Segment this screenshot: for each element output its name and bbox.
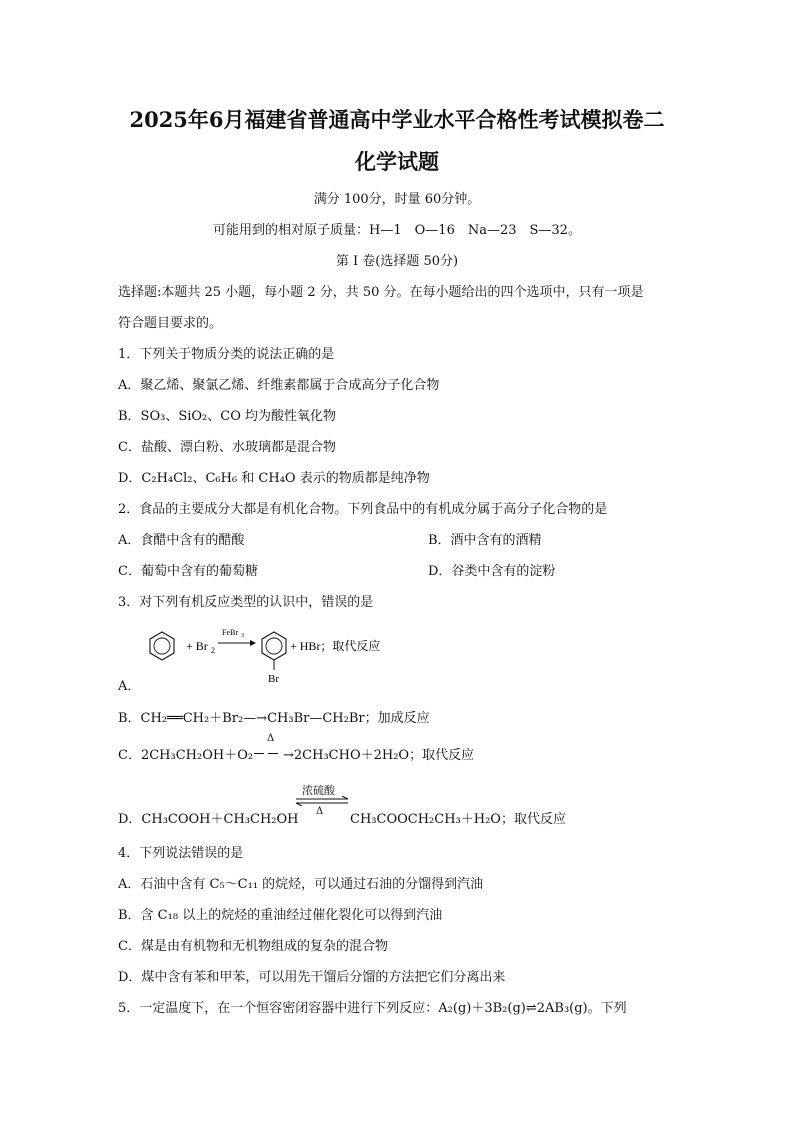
q1-stem: 1．下列关于物质分类的说法正确的是 bbox=[118, 347, 335, 362]
instructions-line-2: 符合题目要求的。 bbox=[118, 316, 223, 331]
q2-option-d: D．谷类中含有的淀粉 bbox=[428, 564, 556, 579]
q2-option-b: B．酒中含有的酒精 bbox=[428, 533, 542, 548]
q3-option-c-arrow bbox=[252, 733, 286, 759]
instructions-line-1: 选择题:本题共 25 小题，每小题 2 分，共 50 分。在每小题给出的四个选项中，只有一项是 bbox=[118, 285, 644, 300]
q3-option-b: B．CH₂══CH₂＋Br₂—→CH₃Br—CH₂Br；加成反应 bbox=[118, 711, 430, 726]
score-time: 满分 100分，时量 60分钟。 bbox=[313, 192, 481, 207]
bromine-reagent: + Br bbox=[186, 639, 208, 653]
q3-option-d-left: D．CH₃COOH＋CH₃CH₂OH bbox=[118, 812, 299, 827]
q4-option-b: B．含 C₁₈ 以上的烷烃的重油经过催化裂化可以得到汽油 bbox=[118, 908, 443, 923]
q2-stem: 2．食品的主要成分大都是有机化合物。下列食品中的有机成分属于高分子化合物的是 bbox=[118, 502, 608, 517]
q3-option-a-label: A． bbox=[118, 679, 141, 694]
q3-option-c-right: →2CH₃CHO＋2H₂O；取代反应 bbox=[283, 748, 475, 763]
q3-option-c-left: C．2CH₃CH₂OH＋O₂ bbox=[118, 748, 254, 763]
atomic-masses: 可能用到的相对原子质量：H—1 O—16 Na—23 S—32。 bbox=[213, 223, 581, 238]
heat-symbol: Δ bbox=[316, 806, 324, 817]
q3-stem: 3．对下列有机反应类型的认识中，错误的是 bbox=[118, 595, 374, 610]
q2-option-a: A．食醋中含有的醋酸 bbox=[118, 533, 245, 548]
q3-option-d-arrow bbox=[294, 782, 350, 822]
q1-option-d: D．C₂H₄Cl₂、C₆H₆ 和 CH₄O 表示的物质都是纯净物 bbox=[118, 471, 430, 486]
conc-sulfuric-acid-label: 浓硫酸 bbox=[302, 784, 335, 797]
exam-title: 2025年6月福建省普通高中学业水平合格性考试模拟卷二 bbox=[129, 107, 665, 132]
q3-option-d-right: CH₃COOCH₂CH₃＋H₂O；取代反应 bbox=[350, 812, 566, 827]
febr3-catalyst: FeBr bbox=[222, 628, 238, 637]
q4-option-c: C．煤是由有机物和无机物组成的复杂的混合物 bbox=[118, 939, 388, 954]
exam-subtitle: 化学试题 bbox=[355, 149, 439, 174]
svg-text:2: 2 bbox=[211, 646, 215, 655]
q1-option-a: A．聚乙烯、聚氯乙烯、纤维素都属于合成高分子化合物 bbox=[118, 378, 440, 393]
q1-option-b: B．SO₃、SiO₂、CO 均为酸性氧化物 bbox=[118, 409, 336, 424]
heat-symbol: Δ bbox=[267, 733, 275, 744]
q2-option-c: C．葡萄中含有的葡萄糖 bbox=[118, 564, 258, 579]
q4-stem: 4．下列说法错误的是 bbox=[118, 846, 244, 861]
svg-text:3: 3 bbox=[241, 633, 244, 639]
q4-option-a: A．石油中含有 C₅～C₁₁ 的烷烃，可以通过石油的分馏得到汽油 bbox=[118, 877, 484, 892]
q4-option-d: D．煤中含有苯和甲苯，可以用先干馏后分馏的方法把它们分离出来 bbox=[118, 970, 506, 985]
benzene-bromination-equation bbox=[140, 622, 400, 688]
section-heading: 第 I 卷(选择题 50分) bbox=[335, 254, 459, 269]
bromo-substituent: Br bbox=[268, 673, 279, 685]
hbr-product-label: + HBr；取代反应 bbox=[290, 639, 381, 653]
q1-option-c: C．盐酸、漂白粉、水玻璃都是混合物 bbox=[118, 440, 336, 455]
q5-stem: 5．一定温度下，在一个恒容密闭容器中进行下列反应：A₂(g)＋3B₂(g)⇌2AB₃(g)。下列 bbox=[118, 1001, 627, 1016]
